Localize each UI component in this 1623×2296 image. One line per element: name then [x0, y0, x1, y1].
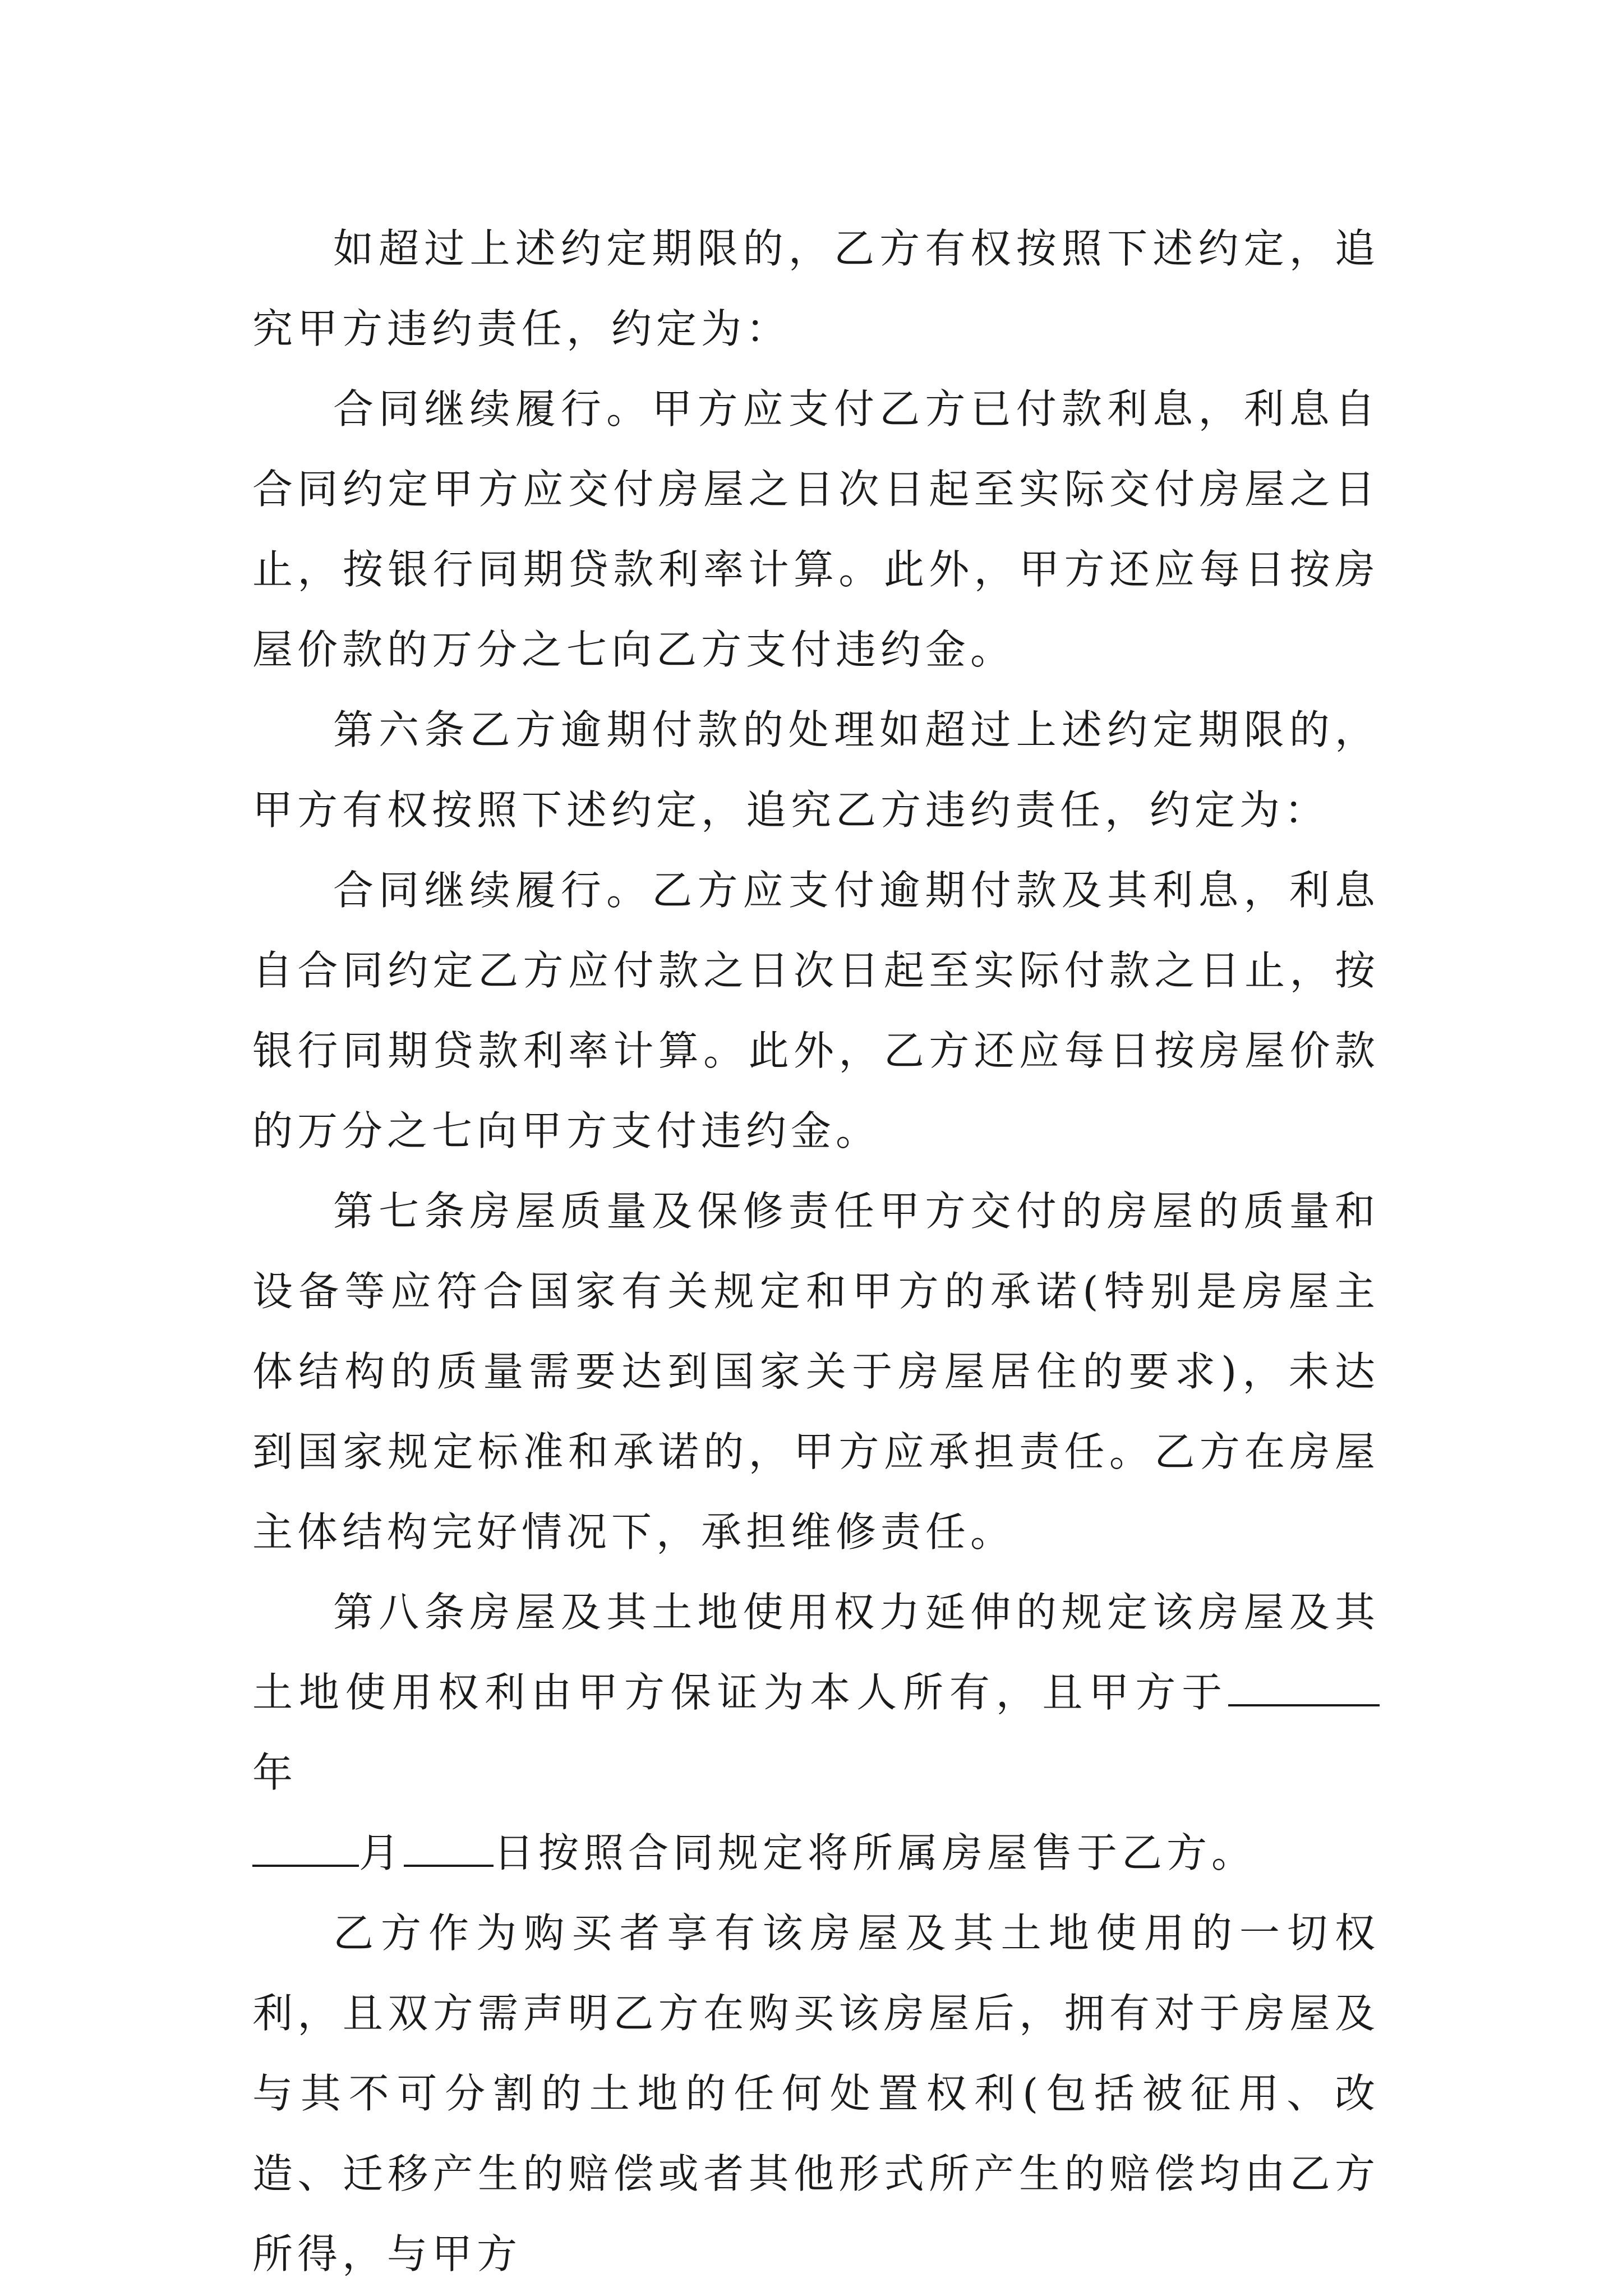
paragraph-seller-interest-penalty: 合同继续履行。甲方应支付乙方已付款利息，利息自合同约定甲方应交付房屋之日次日起至实际交付房屋之日止，按银行同期贷款利率计算。此外，甲方还应每日按房屋价款的万分之七向乙方支付违约金。 — [252, 385, 1380, 673]
paragraph-article-6: 第六条乙方逾期付款的处理如超过上述约定期限的，甲方有权按照下述约定，追究乙方违约责任，约定为： — [252, 706, 1380, 834]
paragraph-buyer-interest-penalty: 合同继续履行。乙方应支付逾期付款及其利息，利息自合同约定乙方应付款之日次日起至实际付款之日止，按银行同期贷款利率计算。此外，乙方还应每日按房屋价款的万分之七向甲方支付违约金。 — [252, 867, 1380, 1154]
month-unit: 月 — [359, 1829, 404, 1876]
article-8-text: 第八条房屋及其土地使用权力延伸的规定该房屋及其土地使用权利由甲方保证为本人所有，且甲方于 — [252, 1589, 1380, 1716]
day-blank — [404, 1831, 494, 1867]
article-8-text-end: 日按照合同规定将所属房屋售于乙方。 — [494, 1829, 1257, 1876]
paragraph-article-8 — [252, 1572, 1380, 1893]
document-body — [252, 209, 1380, 2294]
year-unit: 年 — [252, 1749, 298, 1796]
paragraph-breach-seller-liability: 如超过上述约定期限的，乙方有权按照下述约定，追究甲方违约责任，约定为： — [252, 225, 1380, 352]
paragraph-article-7: 第七条房屋质量及保修责任甲方交付的房屋的质量和设备等应符合国家有关规定和甲方的承诺(特别是房屋主体结构的质量需要达到国家关于房屋居住的要求)，未达到国家规定标准和承诺的，甲方应承担责任。乙方在房屋主体结构完好情况下，承担维修责任。 — [252, 1188, 1380, 1556]
month-blank — [252, 1831, 359, 1867]
paragraph-buyer-rights: 乙方作为购买者享有该房屋及其土地使用的一切权利，且双方需声明乙方在购买该房屋后，拥有对于房屋及与其不可分割的土地的任何处置权利(包括被征用、改造、迁移产生的赔偿或者其他形式所产生的赔偿均由乙方所得，与甲方 — [252, 1910, 1380, 2277]
year-blank — [1228, 1671, 1380, 1706]
